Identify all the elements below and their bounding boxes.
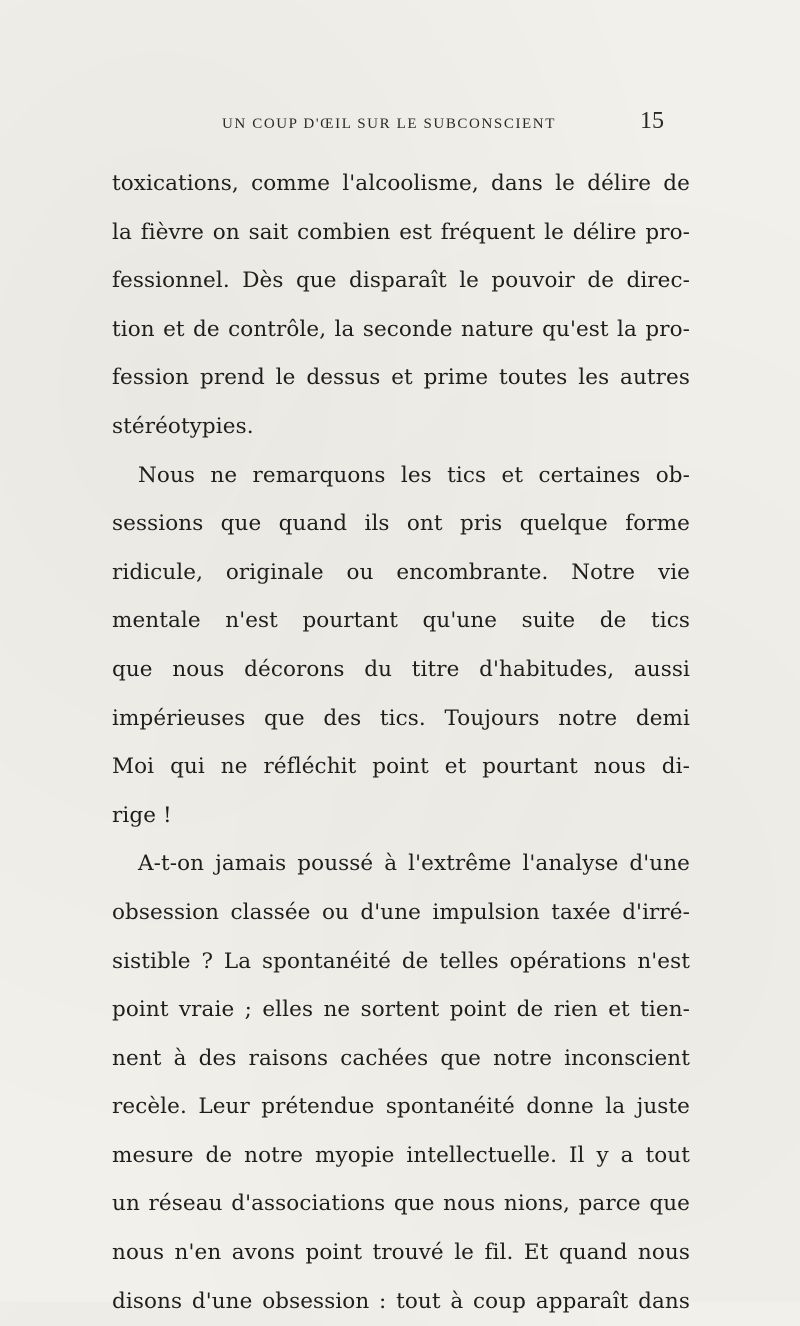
text-line: impérieuses que des tics. Toujours notre demi <box>112 705 690 731</box>
text-line: nent à des raisons cachées que notre inconscient <box>112 1045 690 1071</box>
running-title: UN COUP D'ŒIL SUR LE SUBCONSCIENT <box>222 116 556 132</box>
text-line: toxications, comme l'alcoolisme, dans le délire de <box>112 171 690 196</box>
text-line: fessionnel. Dès que disparaît le pouvoir de direc- <box>112 268 690 294</box>
text-line: point vraie ; elles ne sortent point de rien et tien- <box>112 997 690 1023</box>
text-line: stéréotypies. <box>112 413 254 439</box>
text-line: Moi qui ne réfléchit point et pourtant nous di- <box>112 754 690 780</box>
body-text <box>112 160 690 1326</box>
text-line: A-t-on jamais poussé à l'extrême l'analyse d'une <box>138 851 690 877</box>
text-line: rige ! <box>112 802 172 828</box>
text-line: mesure de notre myopie intellectuelle. Il y a tout <box>112 1142 690 1168</box>
text-line: tion et de contrôle, la seconde nature qu'est la pro- <box>112 316 690 342</box>
text-line: sessions que quand ils ont pris quelque forme <box>112 511 690 537</box>
text-line: fession prend le dessus et prime toutes les autres <box>112 365 690 391</box>
text-line: un réseau d'associations que nous nions, parce que <box>112 1191 690 1217</box>
text-line: recèle. Leur prétendue spontanéité donne la juste <box>112 1094 690 1120</box>
text-line: obsession classée ou d'une impulsion taxée d'irré- <box>112 899 690 925</box>
text-line: Nous ne remarquons les tics et certaines ob- <box>138 462 690 488</box>
text-line: la fièvre on sait combien est fréquent le délire pro- <box>112 219 690 245</box>
text-line: ridicule, originale ou encombrante. Notre vie <box>112 559 690 585</box>
text-line: disons d'une obsession : tout à coup apparaît dans <box>112 1288 690 1314</box>
text-line: que nous décorons du titre d'habitudes, aussi <box>112 656 690 682</box>
text-line: nous n'en avons point trouvé le fil. Et quand nous <box>112 1240 690 1266</box>
running-head <box>0 110 800 140</box>
text-line: sistible ? La spontanéité de telles opérations n'est <box>112 948 690 974</box>
page-number: 15 <box>640 108 664 134</box>
text-line: mentale n'est pourtant qu'une suite de tics <box>112 608 690 634</box>
